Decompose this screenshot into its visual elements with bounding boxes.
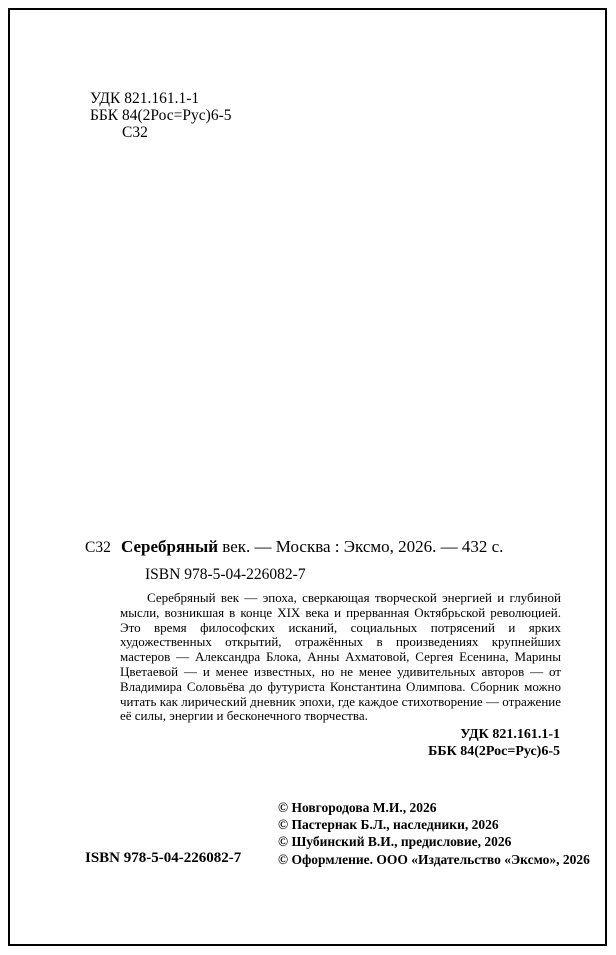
author-sign: С32 — [85, 539, 111, 556]
bbk-top: ББК 84(2Рос=Рус)6-5 — [90, 107, 232, 124]
copyright-line: © Пастернак Б.Л., наследники, 2026 — [278, 817, 499, 833]
catalog-entry — [85, 537, 503, 557]
isbn-bottom: ISBN 978-5-04-226082-7 — [85, 850, 242, 866]
isbn-catalog: ISBN 978-5-04-226082-7 — [145, 566, 306, 583]
annotation-paragraph: Серебряный век — эпоха, сверкающая творческой энергией и глубиной мысли, возникшая в конце XIX века и прерванная Октябрьской революцией. Это время философских исканий, социальных потрясений и ярких художественных открытий, отражённых в произведениях крупнейших мастеров — Александра Блока, Анны Ахматовой, Сергея Есенина, Марины Цветаевой — и менее известных, но не менее удивительных авторов — от Владимира Соловьёва до футуриста Константина Олимпова. Сборник можно читать как лирический дневник эпохи, где каждое стихотворение — отражение её силы, энергии и бесконечного творчества. — [120, 590, 561, 724]
copyright-line: © Оформление. ООО «Издательство «Эксмо», 2026 — [278, 851, 590, 867]
book-title: Серебряный — [121, 537, 219, 556]
catalog-title — [121, 537, 503, 556]
copyright-list — [278, 799, 590, 868]
udk-top: УДК 821.161.1-1 — [90, 90, 200, 107]
bbk-right: ББК 84(2Рос=Рус)6-5 — [428, 744, 560, 759]
author-sign-top: С32 — [122, 124, 148, 141]
copyright-line: © Новгородова М.И., 2026 — [278, 800, 437, 815]
classification-block-right — [428, 726, 560, 760]
copyright-line: © Шубинский В.И., предисловие, 2026 — [278, 834, 512, 850]
catalog-title-rest: век. — Москва : Эксмо, 2026. — 432 с. — [218, 537, 504, 556]
classification-block — [90, 90, 232, 141]
udk-right: УДК 821.161.1-1 — [460, 727, 560, 742]
